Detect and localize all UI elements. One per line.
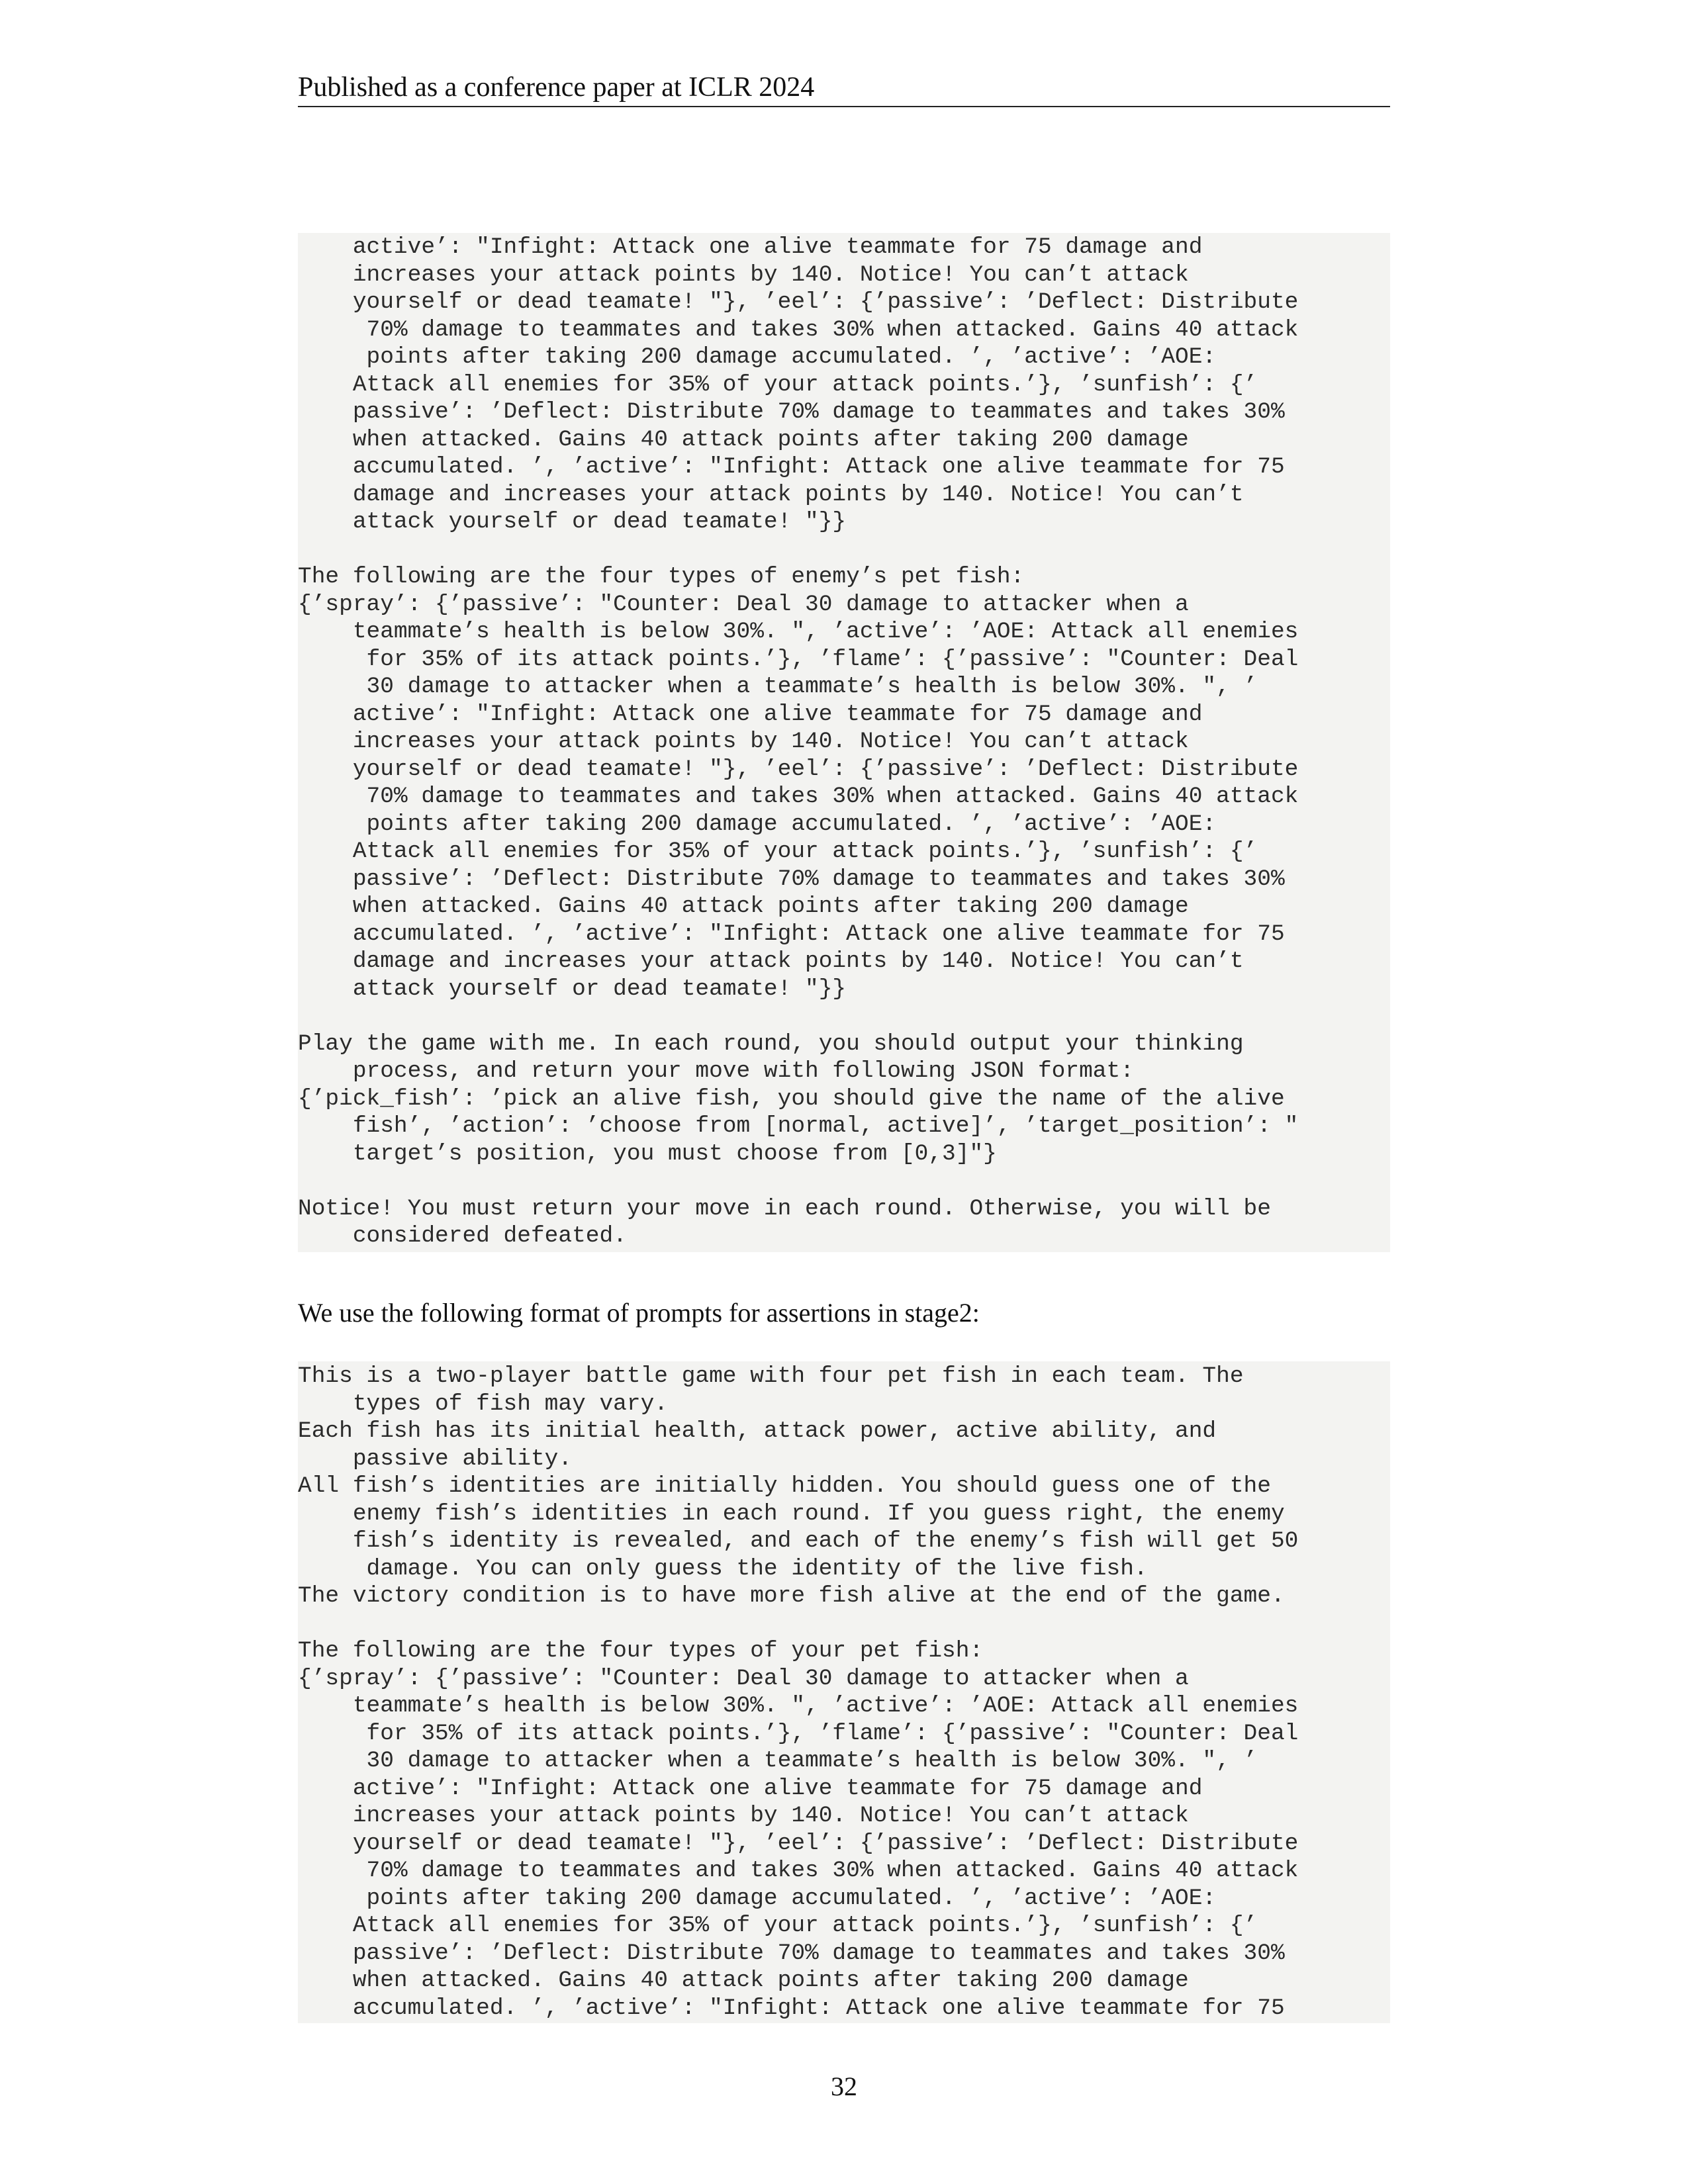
code-line: teammate’s health is below 30%. ", ’active’: ’AOE: Attack all enemies	[298, 1693, 1299, 1719]
code-line: accumulated. ’, ’active’: "Infight: Attack one alive teammate for 75	[298, 1995, 1285, 2021]
code-line	[298, 1167, 1390, 1195]
code-line: fish’, ’action’: ’choose from [normal, active]’, ’target_position’: "	[298, 1113, 1299, 1139]
code-line: accumulated. ’, ’active’: "Infight: Attack one alive teammate for 75	[298, 454, 1285, 480]
running-header	[298, 69, 1390, 107]
code-line: considered defeated.	[298, 1223, 627, 1249]
code-line: passive’: ’Deflect: Distribute 70% damage to teammates and takes 30%	[298, 399, 1285, 425]
code-line: when attacked. Gains 40 attack points after taking 200 damage	[298, 1968, 1189, 1993]
code-line: yourself or dead teamate! "}, ’eel’: {’passive’: ’Deflect: Distribute	[298, 756, 1299, 782]
code-line	[298, 1610, 1390, 1638]
code-line: The following are the four types of your pet fish:	[298, 1638, 984, 1664]
code-line: Notice! You must return your move in each round. Otherwise, you will be	[298, 1195, 1271, 1222]
page-number: 32	[831, 2071, 857, 2101]
code-line: fish’s identity is revealed, and each of the enemy’s fish will get 50	[298, 1528, 1299, 1554]
code-line: {’spray’: {’passive’: "Counter: Deal 30 damage to attacker when a	[298, 591, 1189, 617]
code-line: passive’: ’Deflect: Distribute 70% damage to teammates and takes 30%	[298, 866, 1285, 892]
code-line: enemy fish’s identities in each round. If you guess right, the enemy	[298, 1500, 1285, 1527]
code-line: damage and increases your attack points by 140. Notice! You can’t	[298, 481, 1244, 508]
code-line: target’s position, you must choose from [0,3]"}	[298, 1140, 997, 1167]
code-line: The victory condition is to have more fish alive at the end of the game.	[298, 1583, 1285, 1609]
code-line: damage. You can only guess the identity of the live fish.	[298, 1555, 1148, 1582]
code-line: active’: "Infight: Attack one alive teammate for 75 damage and	[298, 234, 1203, 260]
code-line: passive ability.	[298, 1445, 573, 1472]
code-line: passive’: ’Deflect: Distribute 70% damage to teammates and takes 30%	[298, 1940, 1285, 1966]
code-line: attack yourself or dead teamate! "}}	[298, 509, 847, 535]
code-line: {’pick_fish’: ’pick an alive fish, you should give the name of the alive	[298, 1085, 1285, 1112]
code-line	[298, 536, 1390, 564]
code-line: yourself or dead teamate! "}, ’eel’: {’passive’: ’Deflect: Distribute	[298, 289, 1299, 315]
code-line: This is a two-player battle game with four pet fish in each team. The	[298, 1363, 1244, 1389]
code-line: 30 damage to attacker when a teammate’s health is below 30%. ", ’	[298, 1748, 1258, 1774]
code-block-stage2-prompt	[298, 1361, 1390, 2023]
code-line: for 35% of its attack points.’}, ’flame’: {’passive’: "Counter: Deal	[298, 1720, 1299, 1747]
code-line: when attacked. Gains 40 attack points after taking 200 damage	[298, 426, 1189, 453]
code-line: 30 damage to attacker when a teammate’s health is below 30%. ", ’	[298, 674, 1258, 700]
code-line: process, and return your move with following JSON format:	[298, 1058, 1134, 1084]
code-line: The following are the four types of enemy’s pet fish:	[298, 564, 1025, 590]
code-line: when attacked. Gains 40 attack points after taking 200 damage	[298, 893, 1189, 919]
code-line: points after taking 200 damage accumulated. ’, ’active’: ’AOE:	[298, 1885, 1217, 1911]
code-line: Attack all enemies for 35% of your attack points.’}, ’sunfish’: {’	[298, 371, 1258, 398]
code-block-enemy-fish-prompt	[298, 233, 1390, 1252]
code-line: attack yourself or dead teamate! "}}	[298, 976, 847, 1002]
code-line: increases your attack points by 140. Notice! You can’t attack	[298, 729, 1189, 754]
code-line: teammate’s health is below 30%. ", ’active’: ’AOE: Attack all enemies	[298, 619, 1299, 645]
code-line: Attack all enemies for 35% of your attack points.’}, ’sunfish’: {’	[298, 1913, 1258, 1938]
code-line: for 35% of its attack points.’}, ’flame’: {’passive’: "Counter: Deal	[298, 646, 1299, 672]
code-line: Each fish has its initial health, attack power, active ability, and	[298, 1418, 1217, 1444]
code-line: Play the game with me. In each round, you should output your thinking	[298, 1030, 1244, 1057]
code-line: increases your attack points by 140. Notice! You can’t attack	[298, 261, 1189, 288]
code-line: points after taking 200 damage accumulated. ’, ’active’: ’AOE:	[298, 811, 1217, 837]
code-line: {’spray’: {’passive’: "Counter: Deal 30 damage to attacker when a	[298, 1665, 1189, 1692]
code-line: accumulated. ’, ’active’: "Infight: Attack one alive teammate for 75	[298, 921, 1285, 947]
code-line: increases your attack points by 140. Notice! You can’t attack	[298, 1803, 1189, 1829]
code-line	[298, 1003, 1390, 1030]
code-line: 70% damage to teammates and takes 30% when attacked. Gains 40 attack	[298, 784, 1299, 809]
code-line: yourself or dead teamate! "}, ’eel’: {’passive’: ’Deflect: Distribute	[298, 1830, 1299, 1856]
code-line: active’: "Infight: Attack one alive teammate for 75 damage and	[298, 701, 1203, 727]
code-line: damage and increases your attack points by 140. Notice! You can’t	[298, 948, 1244, 974]
code-line: active’: "Infight: Attack one alive teammate for 75 damage and	[298, 1775, 1203, 1801]
header-text: Published as a conference paper at ICLR 2024	[298, 72, 815, 103]
code-line: points after taking 200 damage accumulated. ’, ’active’: ’AOE:	[298, 344, 1217, 370]
code-line: types of fish may vary.	[298, 1390, 668, 1417]
code-line: 70% damage to teammates and takes 30% when attacked. Gains 40 attack	[298, 316, 1299, 343]
code-line: All fish’s identities are initially hidden. You should guess one of the	[298, 1473, 1271, 1499]
code-line: 70% damage to teammates and takes 30% when attacked. Gains 40 attack	[298, 1858, 1299, 1884]
code-line: Attack all enemies for 35% of your attack points.’}, ’sunfish’: {’	[298, 839, 1258, 864]
paragraph-assertions-intro: We use the following format of prompts for assertions in stage2:	[298, 1298, 980, 1328]
